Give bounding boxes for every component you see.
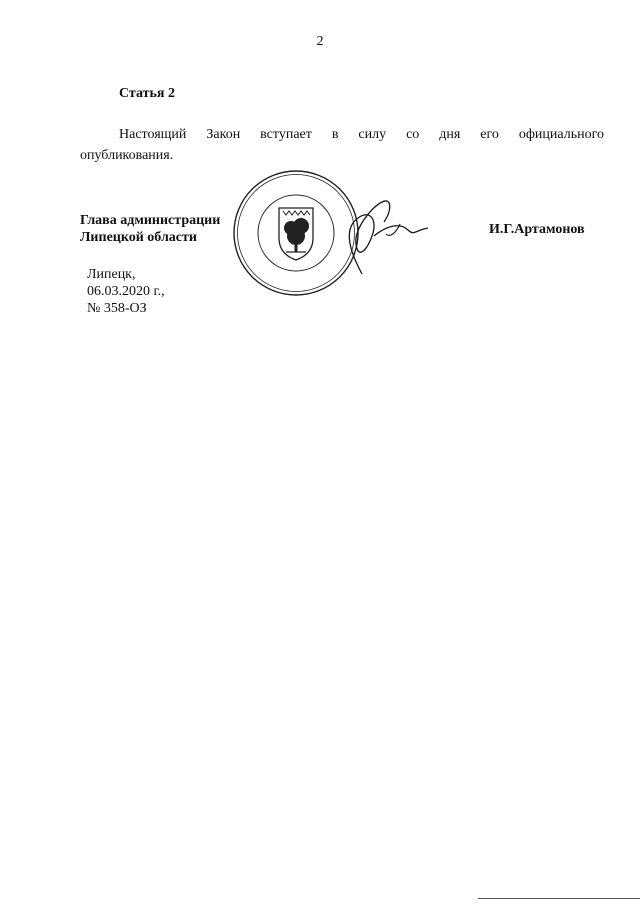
official-title-line-1: Глава администрации (80, 213, 221, 228)
article-heading: Статья 2 (119, 86, 175, 101)
handwritten-signature (330, 178, 440, 288)
document-details (87, 266, 165, 317)
bottom-rule (478, 898, 640, 899)
page-number: 2 (316, 34, 324, 49)
document-city: Липецк, (87, 267, 136, 282)
document-date: 06.03.2020 г., (87, 284, 165, 299)
document-number: № 358-ОЗ (87, 301, 147, 316)
official-title-line-2: Липецкой области (80, 230, 197, 245)
official-title (80, 212, 220, 246)
article-text-line-2: опубликования. (80, 148, 174, 163)
article-paragraph (80, 124, 604, 166)
article-text-line-1: Настоящий Закон вступает в силу со дня его официального (119, 127, 604, 142)
coat-of-arms-icon (279, 208, 313, 260)
signer-name: И.Г.Артамонов (489, 222, 585, 237)
